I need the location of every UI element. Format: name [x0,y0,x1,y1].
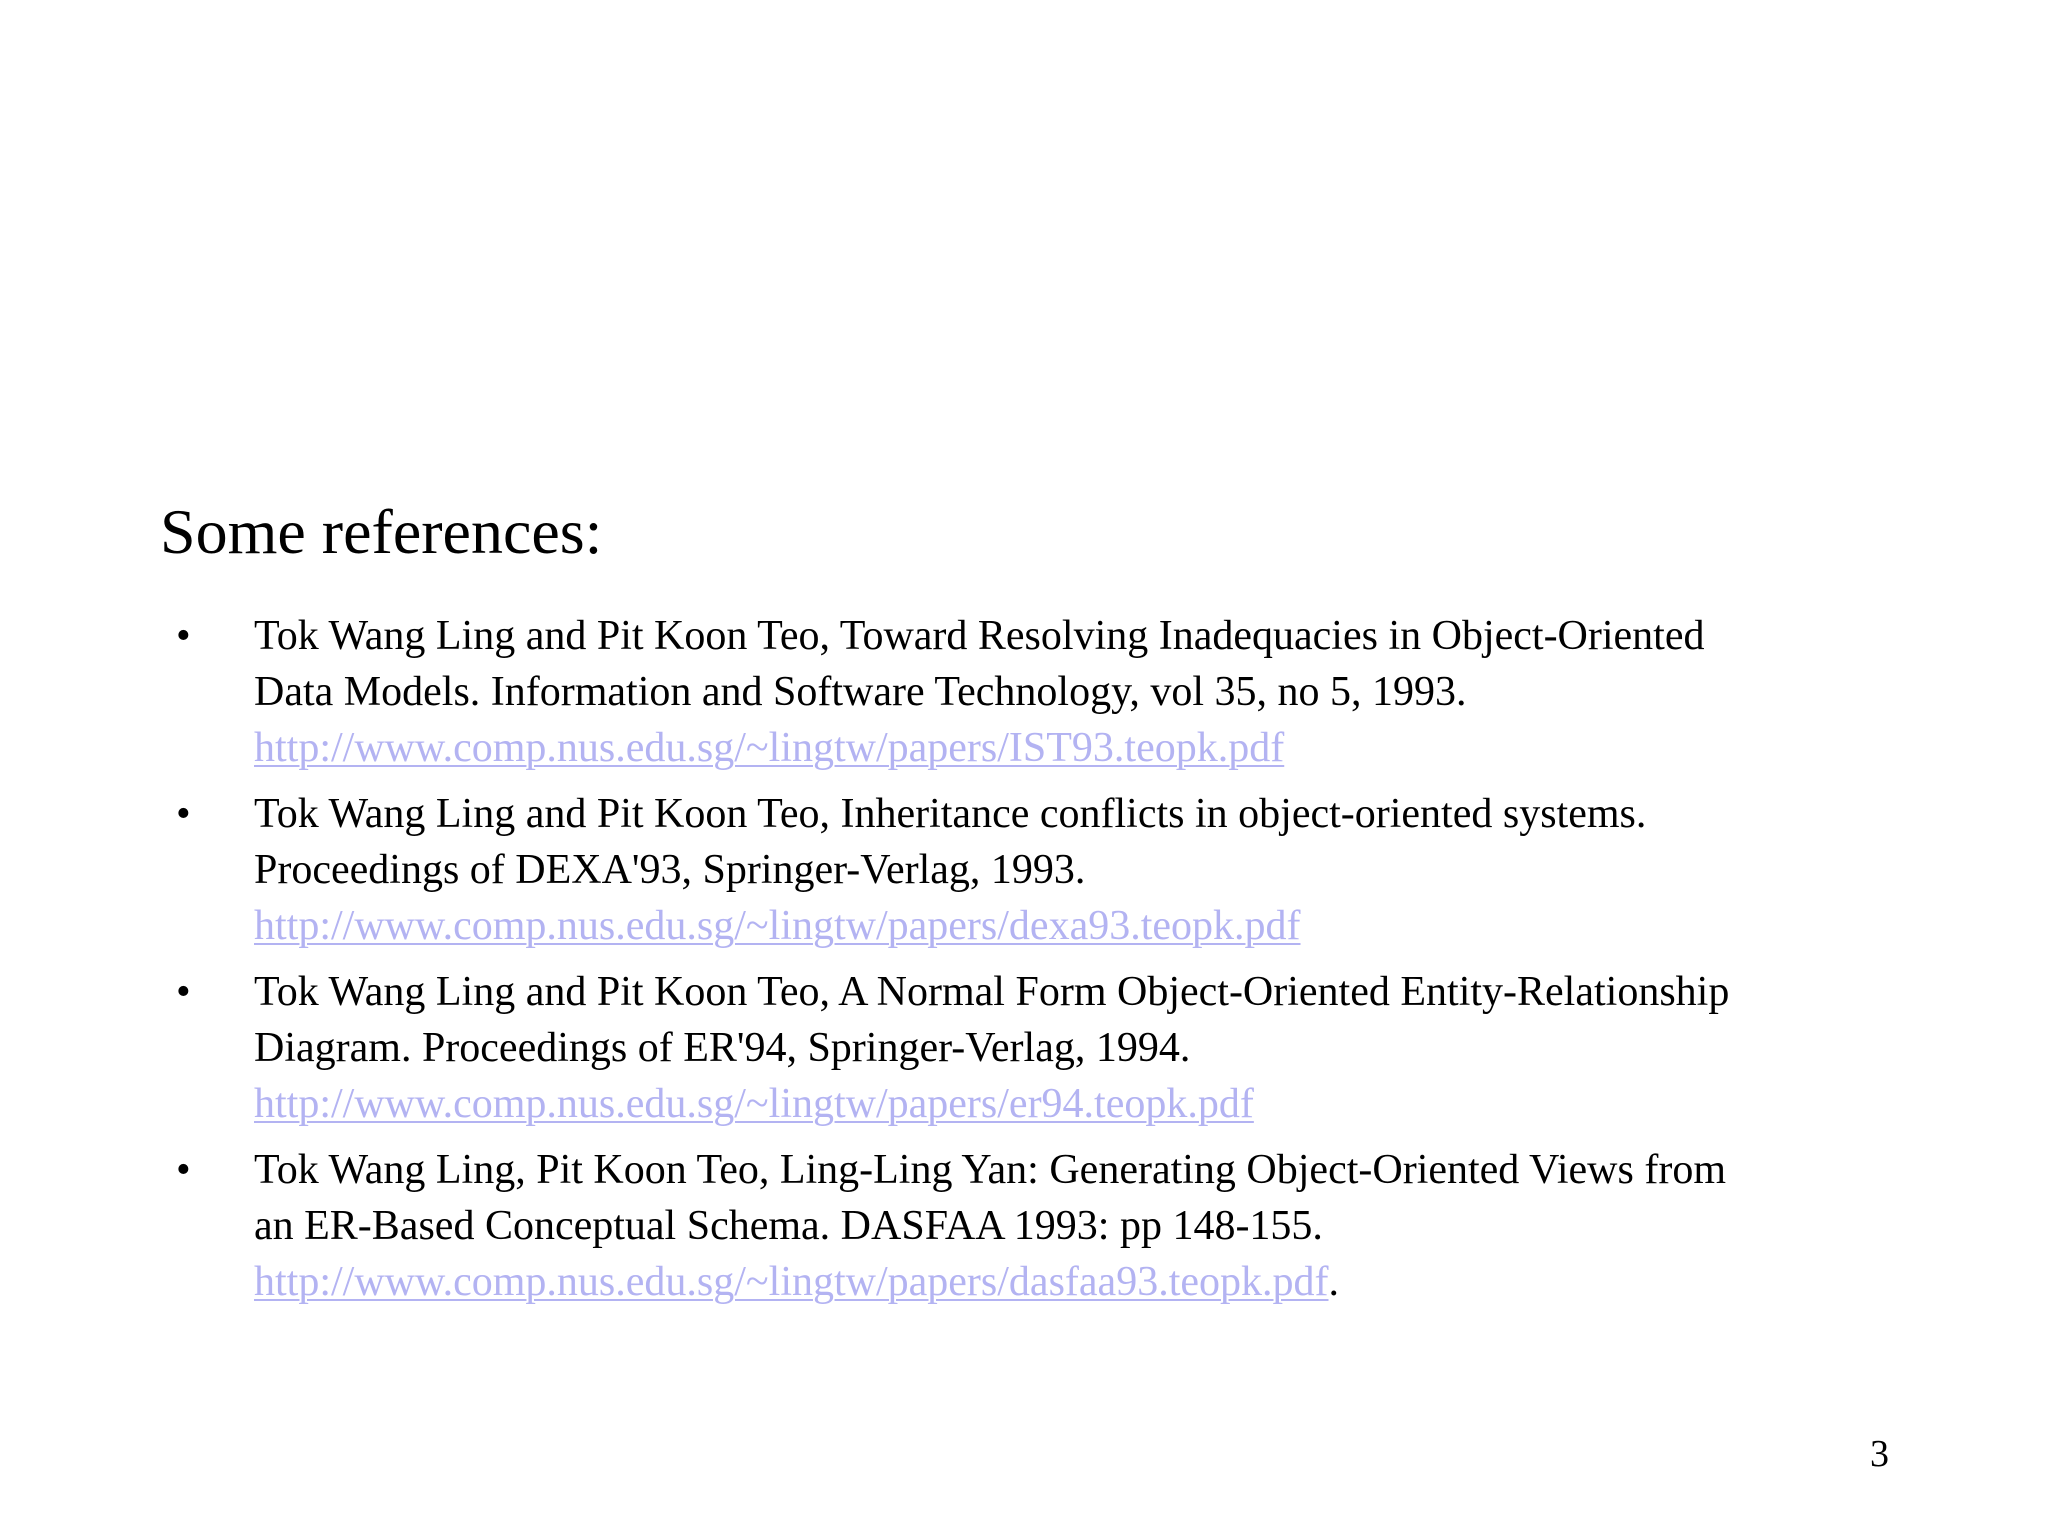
reference-body [254,786,1934,954]
reference-item [0,786,2048,954]
reference-text-line: Tok Wang Ling and Pit Koon Teo, Inheritance conflicts in object-oriented systems. [254,791,1647,837]
reference-text-line: Tok Wang Ling, Pit Koon Teo, Ling-Ling Yan: Generating Object-Oriented Views from [254,1147,1726,1193]
reference-list [0,608,2048,1320]
bullet: • [176,613,191,659]
page-number: 3 [1870,1433,1889,1475]
reference-item [0,1142,2048,1310]
reference-url-line [254,1076,1934,1132]
reference-text-line: Tok Wang Ling and Pit Koon Teo, A Normal Form Object-Oriented Entity-Relationship [254,969,1730,1015]
bullet: • [176,1147,191,1193]
reference-link[interactable]: http://www.comp.nus.edu.sg/~lingtw/papers/er94.teopk.pdf [254,1081,1254,1127]
reference-link[interactable]: http://www.comp.nus.edu.sg/~lingtw/papers/dexa93.teopk.pdf [254,903,1301,949]
reference-text-line: Tok Wang Ling and Pit Koon Teo, Toward Resolving Inadequacies in Object-Oriented [254,613,1705,659]
reference-text-line: Proceedings of DEXA'93, Springer-Verlag, 1993. [254,847,1086,893]
reference-url-line [254,898,1934,954]
reference-text-line: an ER-Based Conceptual Schema. DASFAA 1993: pp 148-155. [254,1203,1323,1249]
bullet: • [176,791,191,837]
slide-title: Some references: [160,496,603,567]
reference-text-line: Diagram. Proceedings of ER'94, Springer-Verlag, 1994. [254,1025,1191,1071]
reference-item [0,964,2048,1132]
reference-link[interactable]: http://www.comp.nus.edu.sg/~lingtw/papers/dasfaa93.teopk.pdf [254,1259,1329,1305]
bullet: • [176,969,191,1015]
reference-body [254,608,1934,776]
reference-body [254,1142,1934,1310]
reference-item [0,608,2048,776]
reference-url-line [254,720,1934,776]
reference-body [254,964,1934,1132]
reference-link[interactable]: http://www.comp.nus.edu.sg/~lingtw/papers/IST93.teopk.pdf [254,725,1285,771]
reference-suffix: . [1328,1259,1339,1305]
reference-url-line [254,1254,1934,1310]
reference-text-line: Data Models. Information and Software Technology, vol 35, no 5, 1993. [254,669,1467,715]
